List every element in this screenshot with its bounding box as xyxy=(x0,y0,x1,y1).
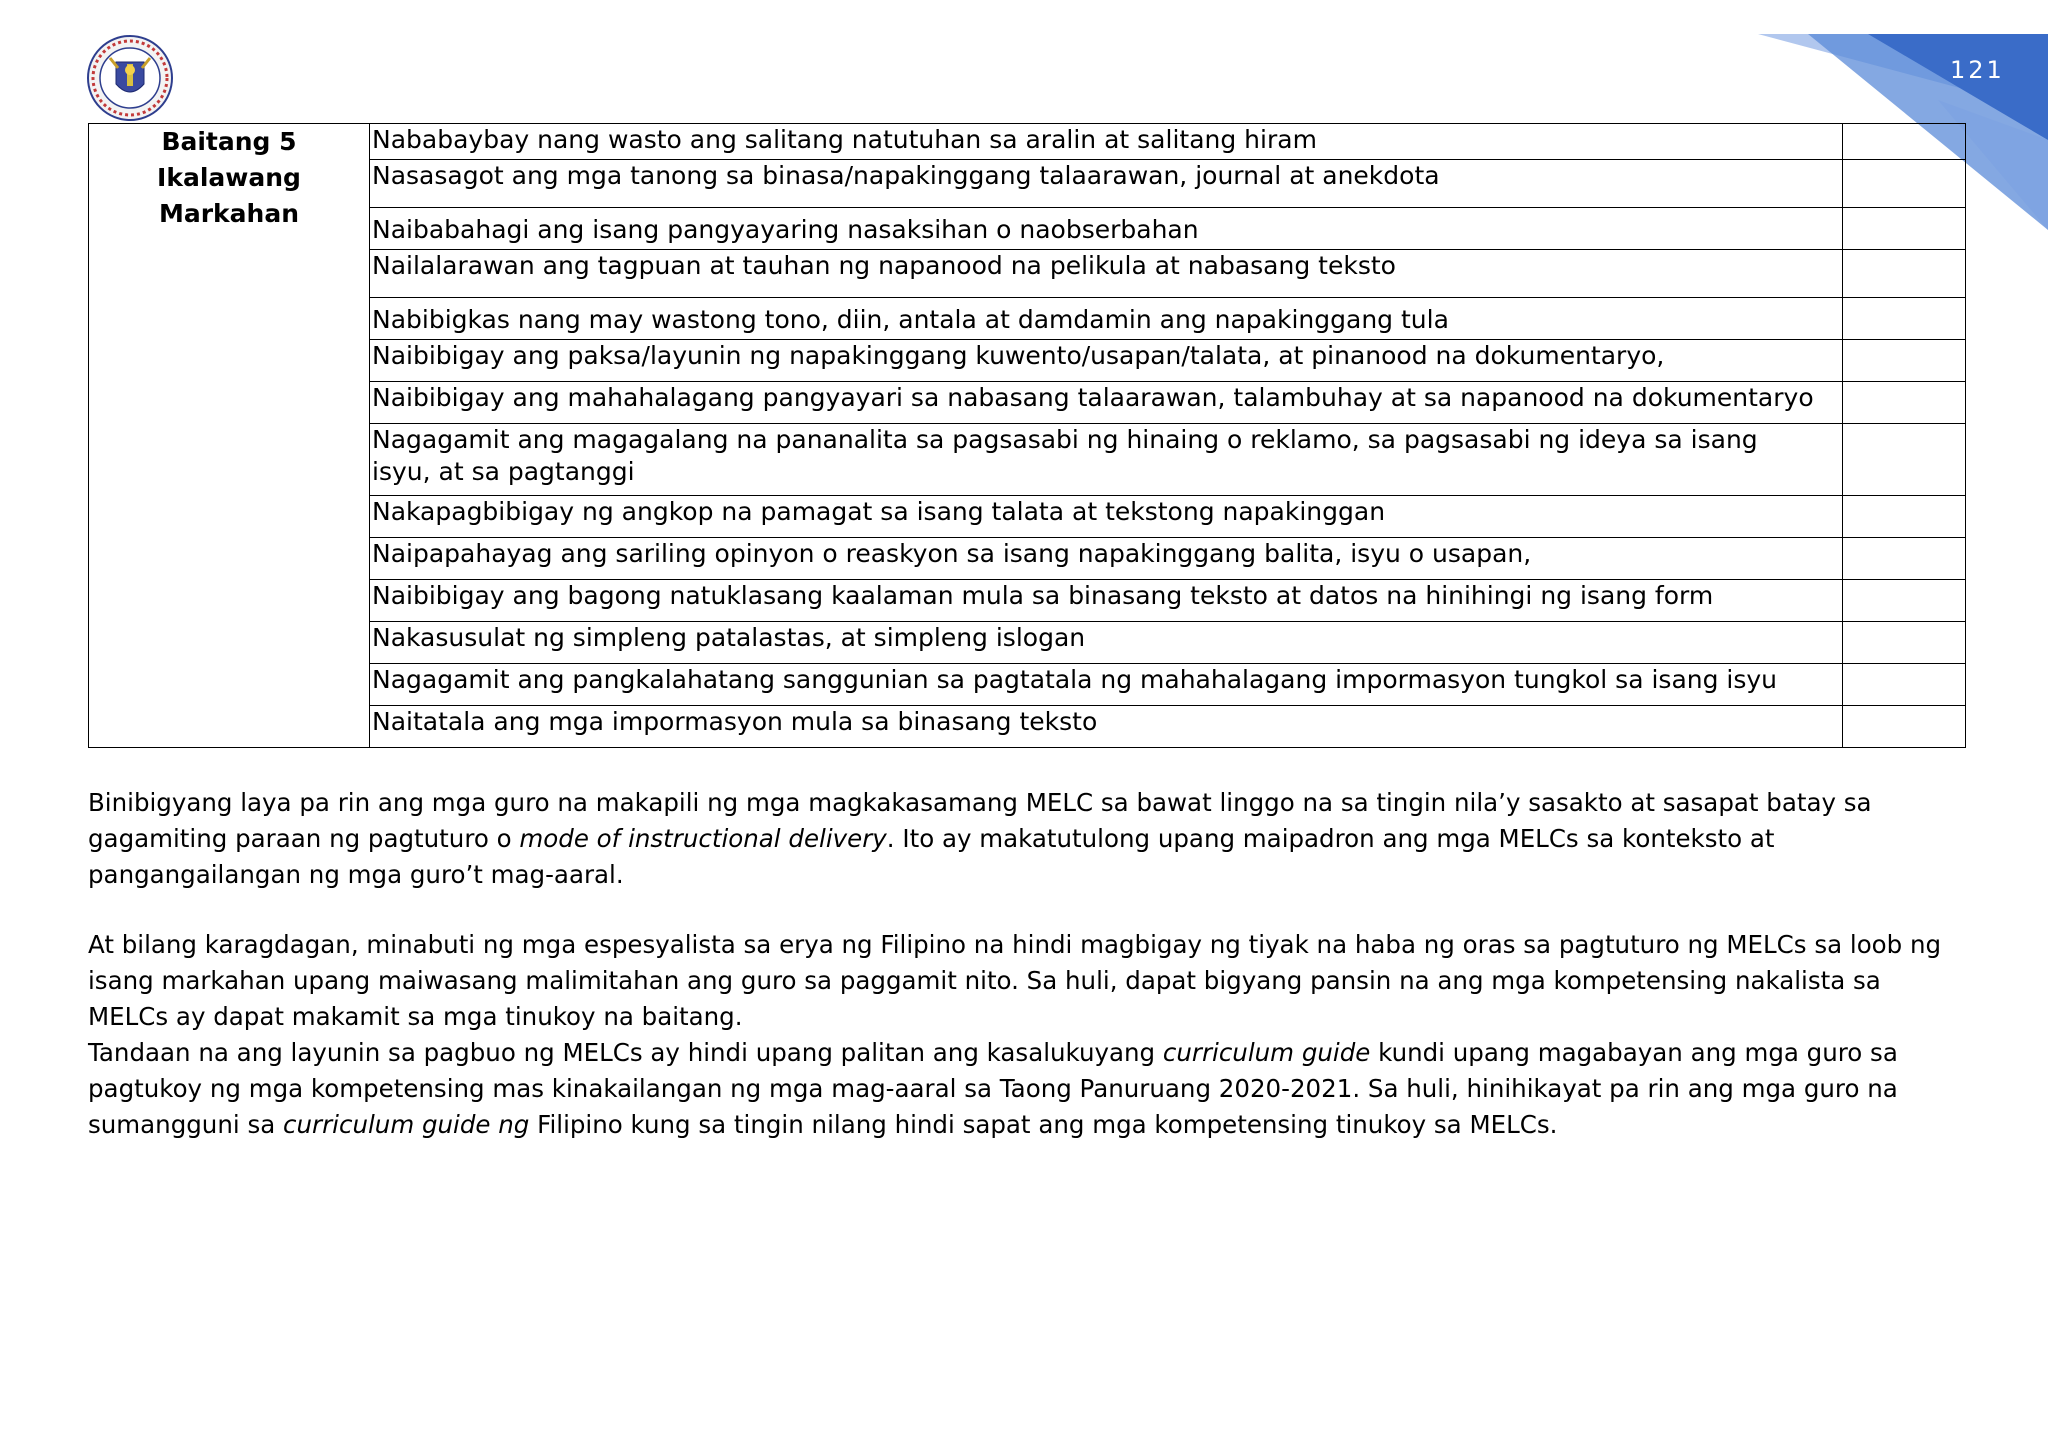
competency-cell: Nagagamit ang magagalang na pananalita sa pagsasabi ng hinaing o reklamo, sa pagsasabi ng ideya sa isang isyu, at sa pagtanggi xyxy=(370,424,1843,496)
check-cell xyxy=(1843,208,1966,250)
competency-cell: Nailalarawan ang tagpuan at tauhan ng napanood na pelikula at nabasang teksto xyxy=(370,250,1843,298)
table-row xyxy=(89,664,1966,706)
check-cell xyxy=(1843,664,1966,706)
grade-quarter-cell xyxy=(89,124,370,748)
competency-cell: Nagagamit ang pangkalahatang sanggunian sa pagtatala ng mahahalagang impormasyon tungkol sa isang isyu xyxy=(370,664,1843,706)
table-row xyxy=(89,622,1966,664)
check-cell xyxy=(1843,496,1966,538)
check-cell xyxy=(1843,298,1966,340)
competency-cell: Naibibigay ang bagong natuklasang kaalaman mula sa binasang teksto at datos na hinihingi ng isang form xyxy=(370,580,1843,622)
competency-table xyxy=(88,123,1966,748)
check-cell xyxy=(1843,538,1966,580)
table-row xyxy=(89,580,1966,622)
check-cell xyxy=(1843,424,1966,496)
table-row xyxy=(89,538,1966,580)
competency-cell: Nakapagbibigay ng angkop na pamagat sa isang talata at tekstong napakinggan xyxy=(370,496,1843,538)
table-row xyxy=(89,124,1966,160)
competency-cell: Nababaybay nang wasto ang salitang natutuhan sa aralin at salitang hiram xyxy=(370,124,1843,160)
check-cell xyxy=(1843,124,1966,160)
check-cell xyxy=(1843,382,1966,424)
table-row xyxy=(89,706,1966,748)
table-row xyxy=(89,382,1966,424)
competency-cell: Nakasusulat ng simpleng patalastas, at simpleng islogan xyxy=(370,622,1843,664)
paragraph-reminder: Tandaan na ang layunin sa pagbuo ng MELCs ay hindi upang palitan ang kasalukuyang curriculum guide kundi upang magabayan ang mga guro sa pagtukoy ng mga kompetensing mas kinakailangan ng mga mag-aaral sa Taong Panuruang 2020-2021. Sa huli, hinihikayat pa rin ang mga guro na sumangguni sa curriculum guide ng Filipino kung sa tingin nilang hindi sapat ang mga kompetensing tinukoy sa MELCs. xyxy=(88,1038,1898,1139)
table-row xyxy=(89,208,1966,250)
competency-cell: Naipapahayag ang sariling opinyon o reaskyon sa isang napakinggang balita, isyu o usapan, xyxy=(370,538,1843,580)
competency-cell: Naibabahagi ang isang pangyayaring nasaksihan o naobserbahan xyxy=(370,208,1843,250)
competency-cell: Nasasagot ang mga tanong sa binasa/napakinggang talaarawan, journal at anekdota xyxy=(370,160,1843,208)
paragraph-flexibility: Binibigyang laya pa rin ang mga guro na makapili ng mga magkakasamang MELC sa bawat linggo na sa tingin nila’y sasakto at sasapat batay sa gagamiting paraan ng pagtuturo o mode of instructional delivery. Ito ay makatutulong upang maipadron ang mga MELCs sa konteksto at pangangailangan ng mga guro’t mag-aaral. xyxy=(88,788,1872,889)
competency-cell: Naibibigay ang paksa/layunin ng napakinggang kuwento/usapan/talata, at pinanood na dokumentaryo, xyxy=(370,340,1843,382)
check-cell xyxy=(1843,250,1966,298)
paragraph-additional: At bilang karagdagan, minabuti ng mga espesyalista sa erya ng Filipino na hindi magbigay ng tiyak na haba ng oras sa pagtuturo ng MELCs sa loob ng isang markahan upang maiwasang malimitahan ang guro sa paggamit nito. Sa huli, dapat bigyang pansin na ang mga kompetensing nakalista sa MELCs ay dapat makamit sa mga tinukoy na baitang. xyxy=(88,930,1942,1031)
table-row xyxy=(89,496,1966,538)
check-cell xyxy=(1843,580,1966,622)
table-row xyxy=(89,298,1966,340)
table-row xyxy=(89,250,1966,298)
table-row xyxy=(89,160,1966,208)
table-row xyxy=(89,340,1966,382)
table-row xyxy=(89,424,1966,496)
check-cell xyxy=(1843,622,1966,664)
competency-cell: Naibibigay ang mahahalagang pangyayari sa nabasang talaarawan, talambuhay at sa napanood na dokumentaryo xyxy=(370,382,1843,424)
page-number: 121 xyxy=(1950,56,2005,84)
deped-seal-icon xyxy=(86,34,174,122)
competency-cell: Nabibigkas nang may wastong tono, diin, antala at damdamin ang napakinggang tula xyxy=(370,298,1843,340)
competency-cell: Naitatala ang mga impormasyon mula sa binasang teksto xyxy=(370,706,1843,748)
quarter-label: Ikalawang Markahan xyxy=(157,163,301,228)
check-cell xyxy=(1843,706,1966,748)
check-cell xyxy=(1843,160,1966,208)
check-cell xyxy=(1843,340,1966,382)
grade-level-label: Baitang 5 xyxy=(161,127,297,156)
